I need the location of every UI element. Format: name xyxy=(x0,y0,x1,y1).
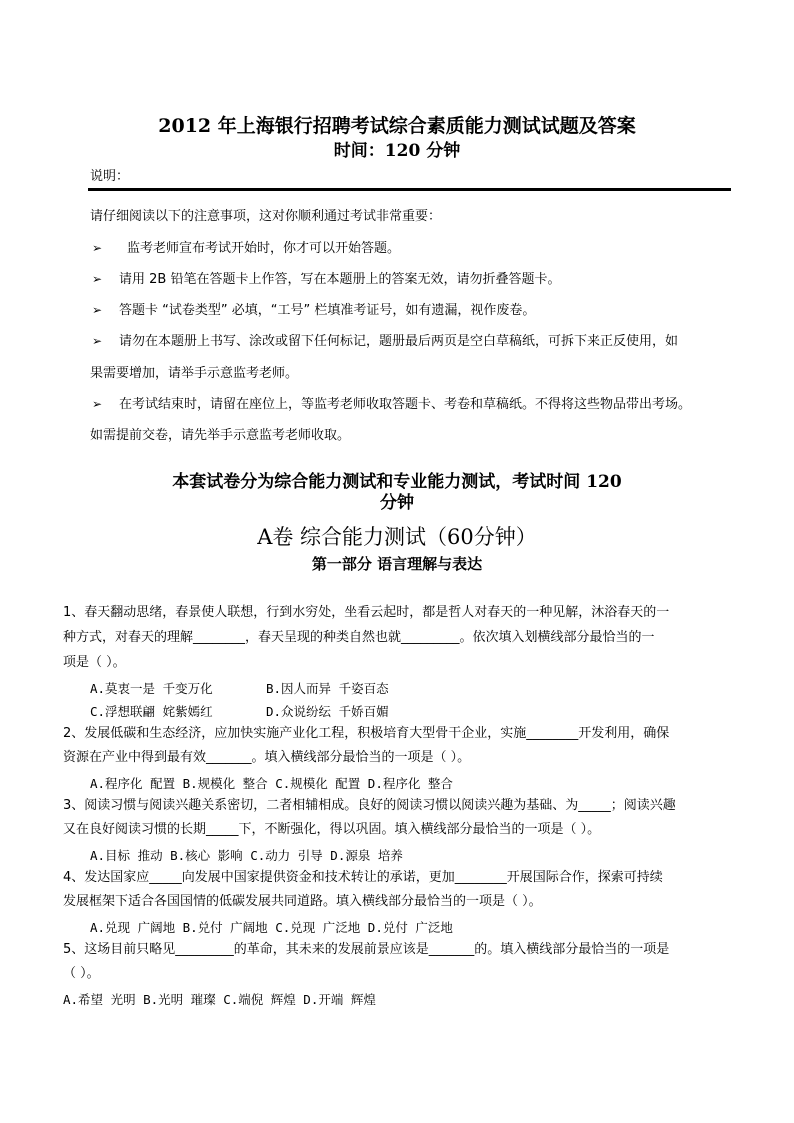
question-1-text: 种方式，对春天的理解________，春天呈现的种类自然也就_________。依次填入划横线部分最恰当的一 xyxy=(63,630,655,645)
instruction-item: 在考试结束时，请留在座位上，等监考老师收取答题卡、考卷和草稿纸。不得将这些物品带出考场。 xyxy=(119,397,692,412)
question-4-text: 发展框架下适合各国国情的低碳发展共同道路。填入横线部分最恰当的一项是（ ）。 xyxy=(63,894,542,909)
question-3-text: 3、阅读习惯与阅读兴趣关系密切，二者相辅相成。良好的阅读习惯以阅读兴趣为基础、为_____；阅读兴趣 xyxy=(63,798,676,813)
question-2-text: 2、发展低碳和生态经济，应加快实施产业化工程，积极培育大型骨干企业，实施________开发利用，确保 xyxy=(63,726,670,741)
instruction-item-continued: 果需要增加，请举手示意监考老师。 xyxy=(90,366,299,381)
exam-time: 时间：120 分钟 xyxy=(333,141,461,161)
question-1-option-b: B.因人而异 千姿百态 xyxy=(266,681,389,696)
question-3-options: A.目标 推动 B.核心 影响 C.动力 引导 D.源泉 培养 xyxy=(90,848,403,863)
instruction-item: 请用 2B 铅笔在答题卡上作答，写在本题册上的答案无效，请勿折叠答题卡。 xyxy=(119,272,561,287)
bullet-arrow-icon: ➢ xyxy=(92,397,103,411)
instruction-item: 监考老师宣布考试开始时，你才可以开始答题。 xyxy=(127,241,401,256)
overview-line: 本套试卷分为综合能力测试和专业能力测试，考试时间 120 xyxy=(172,472,622,492)
question-2-text: 资源在产业中得到最有效_______。填入横线部分最恰当的一项是（ ）。 xyxy=(63,750,471,765)
question-1-option-a: A.莫衷一是 千变万化 xyxy=(90,681,213,696)
instructions-intro: 请仔细阅读以下的注意事项，这对你顺利通过考试非常重要： xyxy=(90,209,442,224)
bullet-arrow-icon: ➢ xyxy=(92,334,103,348)
bullet-arrow-icon: ➢ xyxy=(92,303,103,317)
question-3-text: 又在良好阅读习惯的长期_____下，不断强化，得以巩固。填入横线部分最恰当的一项是（ ）。 xyxy=(63,822,601,837)
bullet-arrow-icon: ➢ xyxy=(92,272,103,286)
question-5-text: （ ）。 xyxy=(63,966,100,981)
note-label: 说明： xyxy=(90,169,130,184)
instruction-item-continued: 如需提前交卷，请先举手示意监考老师收取。 xyxy=(90,428,351,443)
bullet-arrow-icon: ➢ xyxy=(92,241,103,255)
part-one-heading: 第一部分 语言理解与表达 xyxy=(311,555,483,573)
question-1-text: 项是（ ）。 xyxy=(63,655,126,670)
question-5-text: 5、这场目前只略见_________的革命，其未来的发展前景应该是_______的。填入横线部分最恰当的一项是 xyxy=(63,942,670,957)
header-divider xyxy=(88,188,731,191)
instruction-item: 请勿在本题册上书写、涂改或留下任何标记，题册最后两页是空白草稿纸，可拆下来正反使用，如 xyxy=(119,334,679,349)
document-title: 2012 年上海银行招聘考试综合素质能力测试试题及答案 xyxy=(158,115,636,137)
question-2-options: A.程序化 配置 B.规模化 整合 C.规模化 配置 D.程序化 整合 xyxy=(90,776,453,791)
overview-line: 分钟 xyxy=(380,493,414,513)
question-5-options: A.希望 光明 B.光明 璀璨 C.端倪 辉煌 D.开端 辉煌 xyxy=(63,992,376,1007)
question-1-text: 1、春天翻动思绪，春景使人联想，行到水穷处，坐看云起时，都是哲人对春天的一种见解，沐浴春天的一 xyxy=(63,605,670,620)
question-4-options: A.兑现 广阔地 B.兑付 广阔地 C.兑现 广泛地 D.兑付 广泛地 xyxy=(90,920,453,935)
question-1-option-d: D.众说纷纭 千娇百媚 xyxy=(266,704,389,719)
question-4-text: 4、发达国家应_____向发展中国家提供资金和技术转让的承诺，更加________开展国际合作，探索可持续 xyxy=(63,870,663,885)
part-a-heading: A卷 综合能力测试（60分钟） xyxy=(257,525,537,549)
question-1-option-c: C.浮想联翩 姹紫嫣红 xyxy=(90,704,213,719)
instruction-item: 答题卡 “试卷类型” 必填，“工号” 栏填准考证号，如有遗漏，视作废卷。 xyxy=(119,303,536,318)
